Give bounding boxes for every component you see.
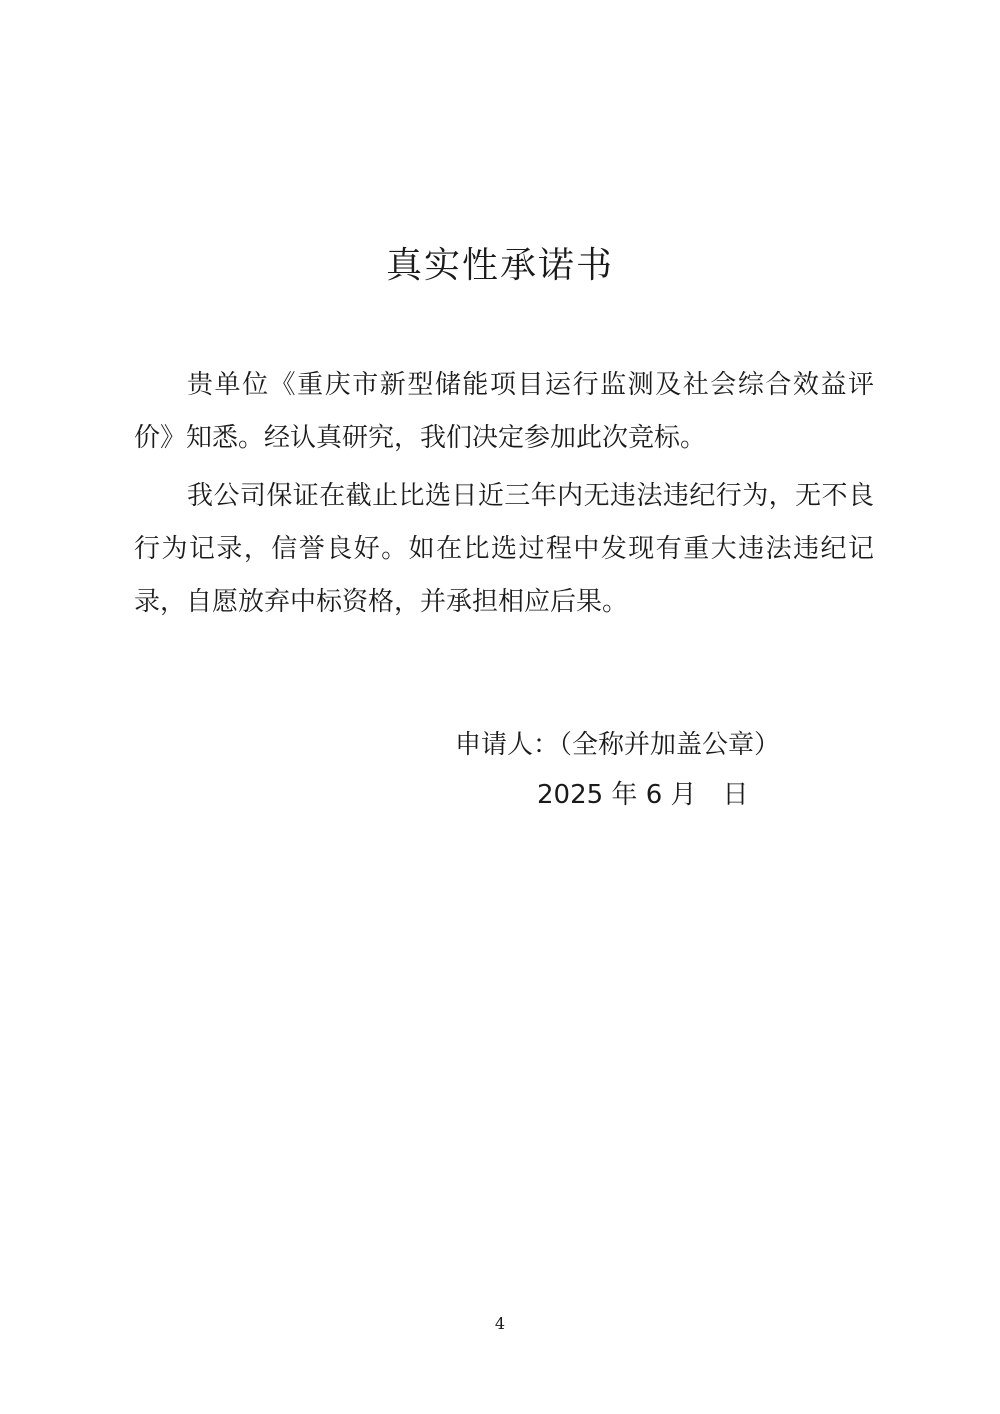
paragraph-intro: 贵单位《重庆市新型储能项目运行监测及社会综合效益评价》知悉。经认真研究，我们决定参加此次竞标。 bbox=[134, 370, 874, 453]
paragraph-guarantee: 我公司保证在截止比选日近三年内无违法违纪行为，无不良行为记录，信誉良好。如在比选过程中发现有重大违法违纪记录，自愿放弃中标资格，并承担相应后果。 bbox=[134, 481, 874, 617]
applicant-signature-line: 申请人：（全称并加盖公章） bbox=[455, 730, 781, 760]
document-title: 真实性承诺书 bbox=[385, 245, 614, 286]
signature-date: 2025 年 6 月 日 bbox=[537, 780, 749, 810]
page-number: 4 bbox=[494, 1314, 506, 1333]
